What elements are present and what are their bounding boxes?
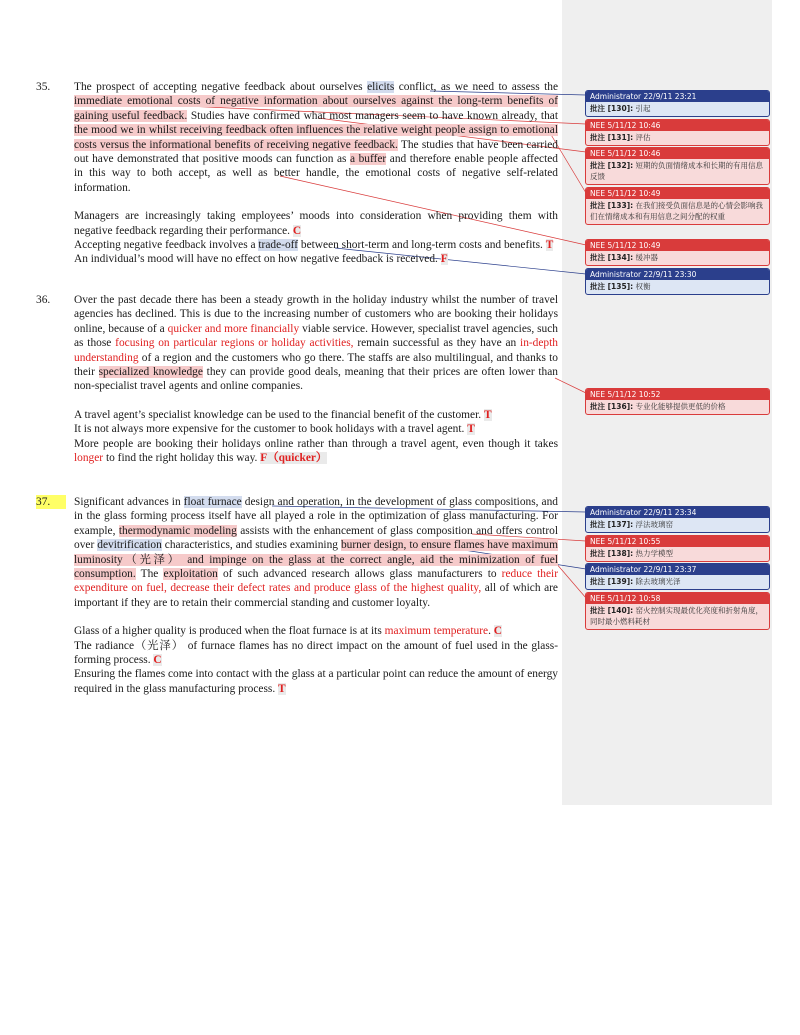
comment-body: [586, 604, 769, 629]
comment-balloon[interactable]: [585, 268, 770, 295]
highlighted-term: thermodynamic modeling: [118, 524, 237, 537]
highlighted-term: float furnace: [183, 496, 242, 508]
answer-mark: T: [545, 239, 554, 252]
statement-text: The radiance（光泽） of furnace flames has no direct impact on the amount of fuel used in the glass-forming process.: [74, 639, 558, 667]
passage-text: conflict, as we need to assess the: [394, 81, 558, 93]
answer-mark: T: [467, 423, 475, 436]
passage-text: design and operation, in the development of glass compositions, and in the glass forming process itself have all played a role in the optimization of glass manufacturing. For example,: [74, 496, 558, 537]
statement-text: Accepting negative feedback involves a: [74, 239, 259, 252]
comment-text: 引起: [633, 104, 651, 113]
comment-text: 窑火控制实现最优化亮度和折射角度，同时最小燃料耗材: [590, 606, 764, 626]
passage-text: Studies have confirmed what most managers seem to have known already, that: [187, 109, 558, 122]
passage-text: characteristics, and studies examining: [161, 539, 341, 552]
comment-balloon[interactable]: [585, 90, 770, 117]
comment-body: [586, 400, 769, 414]
comment-body: [586, 280, 769, 294]
red-phrase: focusing on particular regions or holiday activities,: [115, 337, 354, 350]
answer-mark: F: [440, 253, 448, 266]
passage-text: The: [135, 568, 164, 581]
comment-label: 批注 [132]:: [590, 161, 634, 170]
statement-text: Managers are increasingly taking employees’ moods into consideration when providing them with negative feedback regarding their performance.: [74, 210, 558, 237]
statement: [74, 238, 558, 252]
passage-text: Significant advances in: [74, 496, 184, 508]
passage-paragraph: [74, 293, 558, 394]
comment-label: 批注 [140]:: [590, 606, 634, 615]
question-body: [74, 495, 558, 696]
statement: [74, 422, 558, 436]
highlighted-term: exploitation: [163, 568, 218, 581]
highlighted-term: trade-off: [258, 239, 299, 252]
comment-balloon[interactable]: [585, 506, 770, 533]
statement-text: .: [488, 625, 494, 638]
comment-body: [586, 131, 769, 145]
passage-text: and therefore enable people affected in this way to both accept, as well as better handle, the emotional costs of negative self-related information.: [74, 153, 558, 194]
comment-text: 除去玻璃光泽: [633, 577, 681, 586]
passage-text: assists with the enhancement of glass composition and offers control over: [74, 524, 558, 552]
passage-text: viable service. However, specialist travel agencies, such as those: [74, 322, 558, 350]
statement: [74, 639, 558, 668]
answer-mark: C: [153, 654, 162, 667]
comment-balloon[interactable]: [585, 563, 770, 590]
answer-mark: T: [278, 682, 286, 695]
comment-author: NEE 5/11/12 10:55: [586, 536, 769, 547]
comment-label: 批注 [135]:: [590, 282, 634, 291]
passage-text: The prospect of accepting negative feedback about ourselves: [74, 81, 368, 93]
statement-text: A travel agent’s specialist knowledge can be used to the financial benefit of the customer.: [74, 408, 484, 421]
comment-balloon[interactable]: [585, 388, 770, 415]
comment-author: Administrator 22/9/11 23:34: [586, 507, 769, 518]
statement-text: An individual’s mood will have no effect on how negative feedback is received.: [74, 253, 441, 266]
comment-body: [586, 251, 769, 265]
red-phrase: longer: [74, 452, 104, 465]
comment-author: NEE 5/11/12 10:58: [586, 593, 769, 604]
statement-text: to find the right holiday this way.: [103, 452, 261, 465]
comment-label: 批注 [139]:: [590, 577, 634, 586]
question-36: [36, 293, 558, 465]
answer-mark: C: [292, 224, 302, 237]
statement-text: Glass of a higher quality is produced when the float furnace is at its: [74, 625, 385, 638]
comment-label: 批注 [136]:: [590, 402, 634, 411]
passage-text: remain successful as they have an: [353, 337, 521, 350]
highlighted-term: elicits: [367, 81, 395, 93]
question-37: [36, 495, 558, 696]
comment-author: Administrator 22/9/11 23:21: [586, 91, 769, 102]
comment-body: [586, 575, 769, 589]
statement-text: Ensuring the flames come into contact with the glass at a particular point can reduce the amount of energy required in the glass manufacturing process.: [74, 668, 558, 695]
comment-label: 批注 [130]:: [590, 104, 634, 113]
red-phrase: quicker and more financially: [167, 322, 300, 335]
comment-balloon[interactable]: [585, 535, 770, 562]
question-number: 36.: [36, 294, 51, 306]
comment-label: 批注 [137]:: [590, 520, 634, 529]
answer-mark: C: [493, 625, 502, 638]
comment-body: [586, 547, 769, 561]
statement-text: between short-term and long-term costs and benefits.: [298, 239, 546, 252]
red-phrase: reduce their expenditure on fuel, decrease their defect rates and produce glass of the highest quality,: [74, 568, 559, 595]
highlighted-term: a buffer: [350, 153, 387, 166]
comment-body: [586, 159, 769, 184]
comment-balloon[interactable]: [585, 119, 770, 146]
passage-paragraph: [74, 495, 558, 610]
comment-author: Administrator 22/9/11 23:37: [586, 564, 769, 575]
statement: [74, 252, 558, 266]
passage-text: all of which are important if they are to retain their commercial standing and customer loyalty.: [74, 582, 558, 609]
comment-author: NEE 5/11/12 10:52: [586, 389, 769, 400]
comment-author: Administrator 22/9/11 23:30: [586, 269, 769, 280]
statement-text: More people are booking their holidays online rather than through a travel agent, even though it takes: [74, 437, 558, 450]
statement: [74, 209, 558, 238]
red-phrase: maximum temperature: [384, 625, 489, 638]
comment-label: 批注 [131]:: [590, 133, 634, 142]
question-body: [74, 293, 558, 465]
statement: [74, 408, 558, 422]
comment-label: 批注 [134]:: [590, 253, 634, 262]
comment-balloon[interactable]: [585, 187, 770, 225]
comment-text: 权衡: [633, 282, 651, 291]
comment-text: 专业化能够提供更低的价格: [633, 402, 726, 411]
comment-author: NEE 5/11/12 10:49: [586, 188, 769, 199]
comment-text: 在我们接受负面信息是的心情会影响我们在情绪成本和有用信息之间分配的权重: [590, 201, 764, 221]
passage-text: of such advanced research allows glass manufacturers to: [217, 568, 502, 581]
question-35: [36, 80, 558, 267]
comment-body: [586, 199, 769, 224]
comment-text: 浮法玻璃窑: [633, 520, 674, 529]
comment-balloon[interactable]: [585, 592, 770, 630]
comment-label: 批注 [133]:: [590, 201, 634, 210]
statement: [74, 437, 558, 466]
comment-text: 短期的负面情绪成本和长期的有用信息反馈: [590, 161, 764, 181]
comment-balloon[interactable]: [585, 239, 770, 266]
passage-paragraph: [74, 80, 558, 195]
comment-author: NEE 5/11/12 10:49: [586, 240, 769, 251]
comment-author: NEE 5/11/12 10:46: [586, 148, 769, 159]
question-number: 37.: [36, 495, 66, 509]
question-number: 35.: [36, 81, 51, 93]
passage-text: The studies that have been carried out have demonstrated that positive moods can function as: [74, 138, 558, 166]
red-phrase: in-depth understanding: [74, 337, 558, 364]
highlighted-phrase: the mood we in whilst receiving feedback often influences the relative weight people assign to emotional costs versus the informational benefits of receiving negative feedback.: [74, 124, 558, 151]
comment-balloon[interactable]: [585, 147, 770, 185]
answer-mark: F（quicker）: [260, 452, 328, 465]
comment-label: 批注 [138]:: [590, 549, 634, 558]
comment-body: [586, 518, 769, 532]
passage-text: Over the past decade there has been a steady growth in the holiday industry whilst the number of travel agencies has declined. This is due to the increasing number of customers who are booking their holidays online, because of a: [74, 294, 558, 335]
comment-text: 热力学模型: [633, 549, 674, 558]
highlighted-phrase: specialized knowledge: [98, 366, 203, 379]
highlighted-phrase: burner design, to ensure flames have maximum luminosity（光泽） and impinge on the glass at the correct angle, aid the minimization of fuel consumption.: [74, 539, 558, 581]
comment-author: NEE 5/11/12 10:46: [586, 120, 769, 131]
answer-mark: T: [483, 408, 492, 421]
highlighted-term: devitrification: [97, 539, 162, 552]
comment-text: 评估: [633, 133, 651, 142]
passage-text: they can provide good deals, meaning that their prices are often lower than non-specialist travel agents and online companies.: [74, 366, 558, 393]
question-body: [74, 80, 558, 267]
highlighted-phrase: immediate emotional costs of negative information about ourselves against the long-term benefits of gaining useful feedback.: [74, 95, 558, 122]
statement: [74, 624, 558, 638]
statement: [74, 667, 558, 696]
passage-text: of a region and the customers who go there. The staffs are also multilingual, and thanks to their: [74, 351, 558, 379]
comment-text: 缓冲器: [633, 253, 659, 262]
comment-body: [586, 102, 769, 116]
statement-text: It is not always more expensive for the customer to book holidays with a travel agent.: [74, 423, 468, 436]
